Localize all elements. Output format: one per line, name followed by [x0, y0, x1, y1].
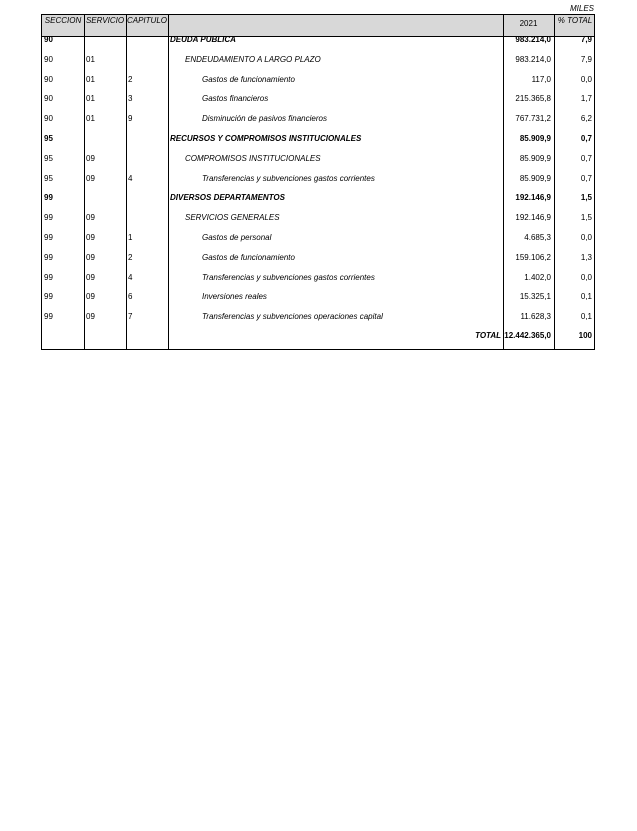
cell-description: SERVICIOS GENERALES: [185, 213, 280, 223]
cell-pct: 0,1: [580, 312, 592, 322]
cell-servicio: 01: [86, 74, 95, 84]
cell-pct: 7,9: [580, 54, 592, 64]
table-row: [42, 232, 594, 244]
cell-seccion: 90: [44, 54, 53, 64]
table-row: [42, 133, 594, 145]
cell-amount: 85.909,9: [519, 134, 551, 143]
cell-pct: 1,7: [580, 94, 592, 104]
cell-servicio: 01: [86, 114, 95, 124]
cell-amount: 11.628,3: [520, 312, 551, 322]
cell-seccion: 90: [44, 74, 53, 84]
header-pct-total: % TOTAL: [557, 16, 593, 25]
table-row: [42, 34, 594, 46]
cell-pct: 0,0: [580, 74, 592, 84]
cell-seccion: 99: [44, 252, 53, 262]
cell-pct: 6,2: [580, 114, 592, 124]
cell-servicio: 09: [86, 252, 95, 262]
table-row: [42, 192, 594, 204]
cell-pct: 1,3: [580, 252, 592, 262]
header-year: 2021: [519, 19, 538, 28]
cell-capitulo: 9: [128, 114, 133, 124]
cell-pct: 0,7: [580, 153, 592, 163]
cell-description: Gastos financieros: [202, 94, 269, 104]
total-amount: 12.442.365,0: [504, 331, 551, 340]
cell-capitulo: 1: [128, 233, 133, 242]
cell-amount: 15.325,1: [519, 292, 551, 302]
cell-pct: 0,7: [580, 134, 592, 143]
cell-servicio: 01: [86, 94, 95, 104]
budget-table: [41, 14, 595, 350]
cell-amount: 192.146,9: [515, 213, 551, 223]
cell-seccion: 90: [44, 35, 53, 44]
table-row: [42, 113, 594, 125]
table-row: [42, 173, 594, 185]
header-servicio: SERVICIO: [85, 16, 125, 25]
cell-description: DIVERSOS DEPARTAMENTOS: [170, 193, 285, 203]
cell-amount: 767.731,2: [515, 114, 551, 124]
cell-description: Gastos de personal: [202, 233, 272, 242]
cell-seccion: 95: [44, 173, 53, 183]
table-row: [42, 252, 594, 264]
cell-amount: 983.214,0: [515, 54, 551, 64]
cell-description: Gastos de funcionamiento: [202, 74, 295, 84]
cell-amount: 117,0: [531, 74, 551, 84]
cell-description: Inversiones reales: [202, 292, 267, 302]
cell-description: Disminución de pasivos financieros: [202, 114, 327, 124]
cell-servicio: 09: [86, 173, 95, 183]
cell-seccion: 99: [44, 213, 53, 223]
cell-description: DEUDA PUBLICA: [170, 35, 236, 44]
table-row: [42, 153, 594, 165]
cell-seccion: 90: [44, 114, 53, 124]
cell-seccion: 95: [44, 134, 53, 143]
cell-pct: 0,7: [580, 173, 592, 183]
table-row: [42, 93, 594, 105]
cell-capitulo: 7: [128, 312, 133, 322]
cell-amount: 4.685,3: [524, 233, 551, 242]
table-row: [42, 74, 594, 86]
cell-servicio: 09: [86, 153, 95, 163]
cell-capitulo: 2: [128, 252, 133, 262]
cell-amount: 983.214,0: [515, 35, 551, 44]
cell-servicio: 09: [86, 272, 95, 282]
cell-description: Transferencias y subvenciones operaciones capital: [202, 312, 383, 322]
cell-seccion: 95: [44, 153, 53, 163]
cell-amount: 85.909,9: [519, 173, 551, 183]
cell-servicio: 09: [86, 312, 95, 322]
cell-pct: 7,9: [580, 35, 592, 44]
cell-seccion: 99: [44, 193, 53, 203]
cell-amount: 192.146,9: [515, 193, 551, 203]
table-row: [42, 54, 594, 66]
cell-pct: 0,0: [580, 272, 592, 282]
cell-amount: 1.402,0: [524, 272, 551, 282]
cell-capitulo: 6: [128, 292, 133, 302]
cell-amount: 85.909,9: [519, 153, 551, 163]
table-row: [42, 272, 594, 284]
total-row: [42, 330, 594, 342]
total-pct: 100: [578, 331, 592, 340]
cell-capitulo: 2: [128, 74, 133, 84]
cell-seccion: 99: [44, 292, 53, 302]
table-row: [42, 291, 594, 303]
cell-pct: 0,1: [580, 292, 592, 302]
cell-description: Gastos de funcionamiento: [202, 252, 295, 262]
cell-pct: 1,5: [580, 213, 592, 223]
cell-seccion: 99: [44, 272, 53, 282]
header-seccion: SECCION: [44, 16, 82, 25]
cell-servicio: 09: [86, 213, 95, 223]
cell-description: COMPROMISOS INSTITUCIONALES: [185, 153, 321, 163]
cell-capitulo: 4: [128, 272, 133, 282]
units-label: MILES: [569, 4, 594, 13]
table-row: [42, 212, 594, 224]
cell-amount: 159.106,2: [515, 252, 551, 262]
cell-description: Transferencias y subvenciones gastos corrientes: [202, 173, 375, 183]
cell-servicio: 09: [86, 292, 95, 302]
cell-seccion: 99: [44, 312, 53, 322]
cell-seccion: 99: [44, 233, 53, 242]
header-capitulo: CAPITULO: [126, 16, 167, 25]
cell-seccion: 90: [44, 94, 53, 104]
cell-servicio: 01: [86, 54, 95, 64]
total-label: TOTAL: [475, 331, 501, 340]
cell-amount: 215.365,8: [515, 94, 551, 104]
cell-pct: 0,0: [580, 233, 592, 242]
cell-description: Transferencias y subvenciones gastos corrientes: [202, 272, 375, 282]
cell-capitulo: 3: [128, 94, 133, 104]
cell-pct: 1,5: [580, 193, 592, 203]
cell-description: ENDEUDAMIENTO A LARGO PLAZO: [185, 54, 321, 64]
table-row: [42, 311, 594, 323]
cell-description: RECURSOS Y COMPROMISOS INSTITUCIONALES: [170, 134, 362, 143]
cell-capitulo: 4: [128, 173, 133, 183]
cell-servicio: 09: [86, 233, 95, 242]
